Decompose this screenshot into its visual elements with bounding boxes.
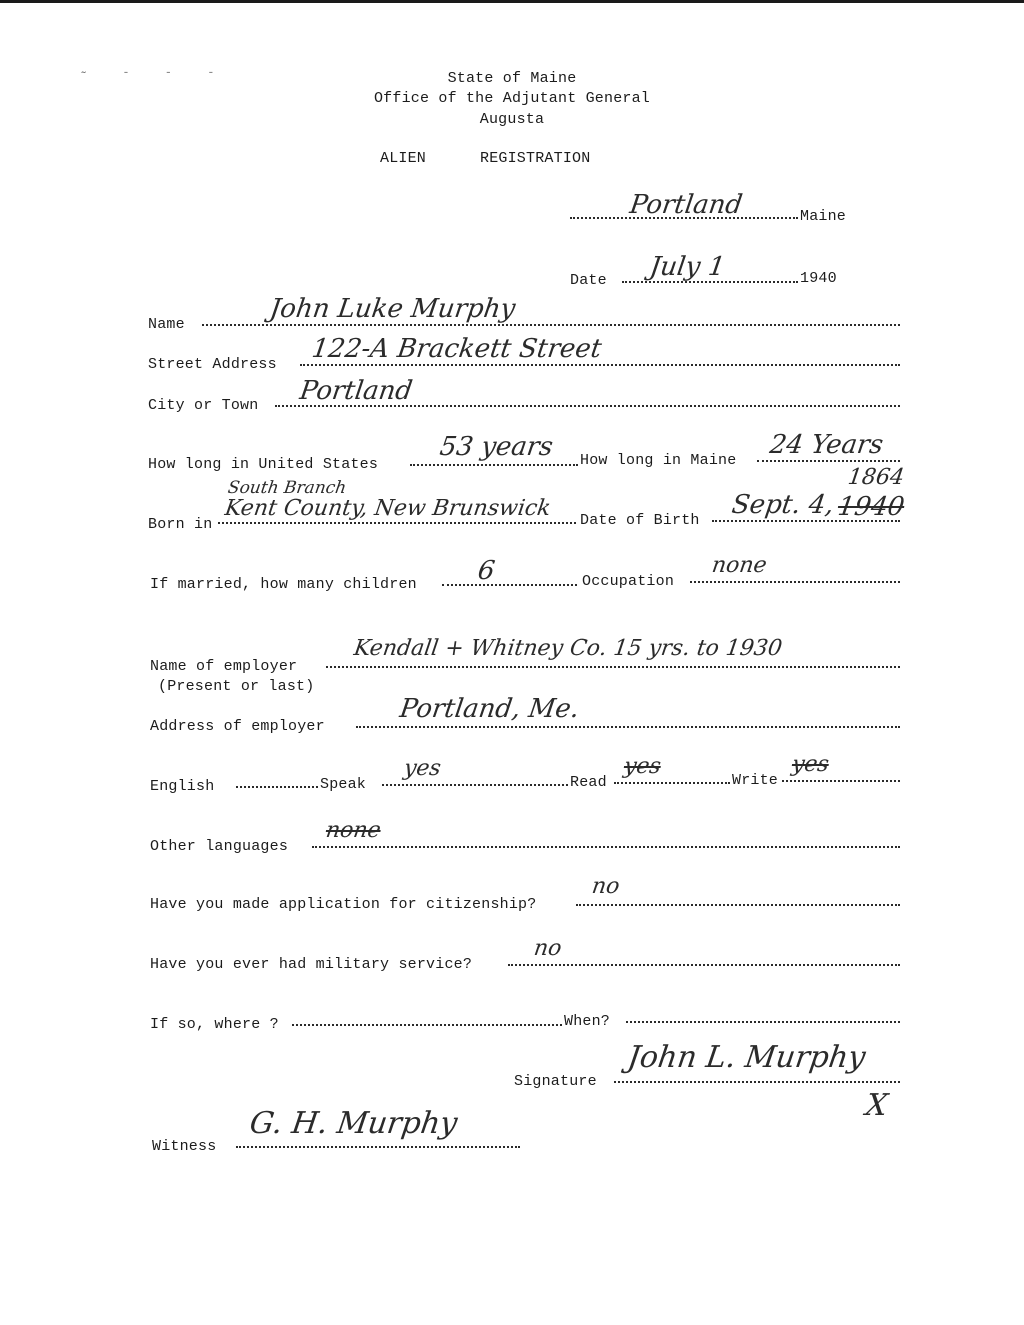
other-languages-dots (312, 840, 900, 848)
military-dots (508, 958, 900, 966)
dob-value: Sept. 4, (729, 490, 836, 520)
witness-dots (236, 1140, 520, 1148)
citizenship-dots (576, 898, 900, 906)
write-label: Write (732, 772, 779, 789)
citizenship-label: Have you made application for citizenship? (150, 896, 537, 913)
write-value: yes (790, 752, 831, 777)
military-value: no (532, 936, 564, 961)
date-year: 1940 (800, 270, 837, 287)
where-label: If so, where ? (150, 1016, 279, 1033)
born-in-above: South Branch (226, 478, 348, 498)
employer-dots (326, 660, 900, 668)
dob-label: Date of Birth (580, 512, 700, 529)
employer-address-label: Address of employer (150, 718, 325, 735)
children-value: 6 (475, 556, 497, 586)
occupation-value: none (710, 553, 769, 578)
form-title-registration: REGISTRATION (480, 150, 591, 167)
us-duration-value: 53 years (437, 432, 555, 462)
street-value: 122-A Brackett Street (309, 334, 604, 364)
english-label: English (150, 778, 215, 795)
speak-value: yes (402, 756, 443, 781)
scan-marks: ˜ ˉ ˉ ˉ (80, 70, 229, 84)
employer-address-value: Portland, Me. (397, 694, 582, 724)
date-handwritten: July 1 (647, 252, 728, 282)
children-label: If married, how many children (150, 576, 417, 593)
name-value: John Luke Murphy (267, 294, 518, 324)
header-city: Augusta (479, 111, 545, 128)
location-city-handwritten: Portland (627, 190, 745, 220)
dob-correction: 1864 (846, 465, 906, 490)
citizenship-value: no (590, 874, 622, 899)
witness-label: Witness (152, 1138, 217, 1155)
street-label: Street Address (148, 356, 277, 373)
maine-duration-label: How long in Maine (580, 452, 737, 469)
speak-label: Speak (320, 776, 367, 793)
other-languages-value: none (324, 818, 383, 843)
city-value: Portland (297, 376, 415, 406)
military-label: Have you ever had military service? (150, 956, 473, 973)
scan-top-edge (0, 0, 1024, 3)
english-dots (236, 780, 318, 788)
children-dots (442, 578, 577, 586)
signature-label: Signature (514, 1073, 597, 1090)
employer-value: Kendall + Whitney Co. 15 yrs. to 1930 (352, 636, 784, 661)
other-languages-label: Other languages (150, 838, 289, 855)
signature-dots (614, 1075, 900, 1083)
read-label: Read (570, 774, 607, 791)
date-label: Date (570, 272, 607, 289)
when-dots (626, 1015, 900, 1023)
name-label: Name (148, 316, 185, 333)
city-label: City or Town (148, 397, 259, 414)
form-title-alien: ALIEN (380, 150, 427, 167)
born-in-label: Born in (148, 516, 213, 533)
witness-value: G. H. Murphy (247, 1106, 460, 1141)
signature-mark: X (863, 1088, 890, 1123)
where-dots (292, 1018, 562, 1026)
dob-struck-year: 1940 (835, 492, 907, 522)
occupation-label: Occupation (582, 573, 675, 590)
header-state: State of Maine (447, 70, 577, 87)
maine-duration-value: 24 Years (767, 430, 886, 460)
read-value: yes (622, 754, 663, 779)
location-suffix: Maine (800, 208, 847, 225)
when-label: When? (564, 1013, 611, 1030)
born-in-value: Kent County, New Brunswick (223, 496, 553, 521)
signature-value: John L. Murphy (625, 1040, 868, 1075)
employer-sublabel: (Present or last) (158, 678, 315, 695)
us-duration-label: How long in United States (148, 456, 379, 473)
header-office: Office of the Adjutant General (373, 90, 651, 107)
employer-label: Name of employer (150, 658, 298, 675)
